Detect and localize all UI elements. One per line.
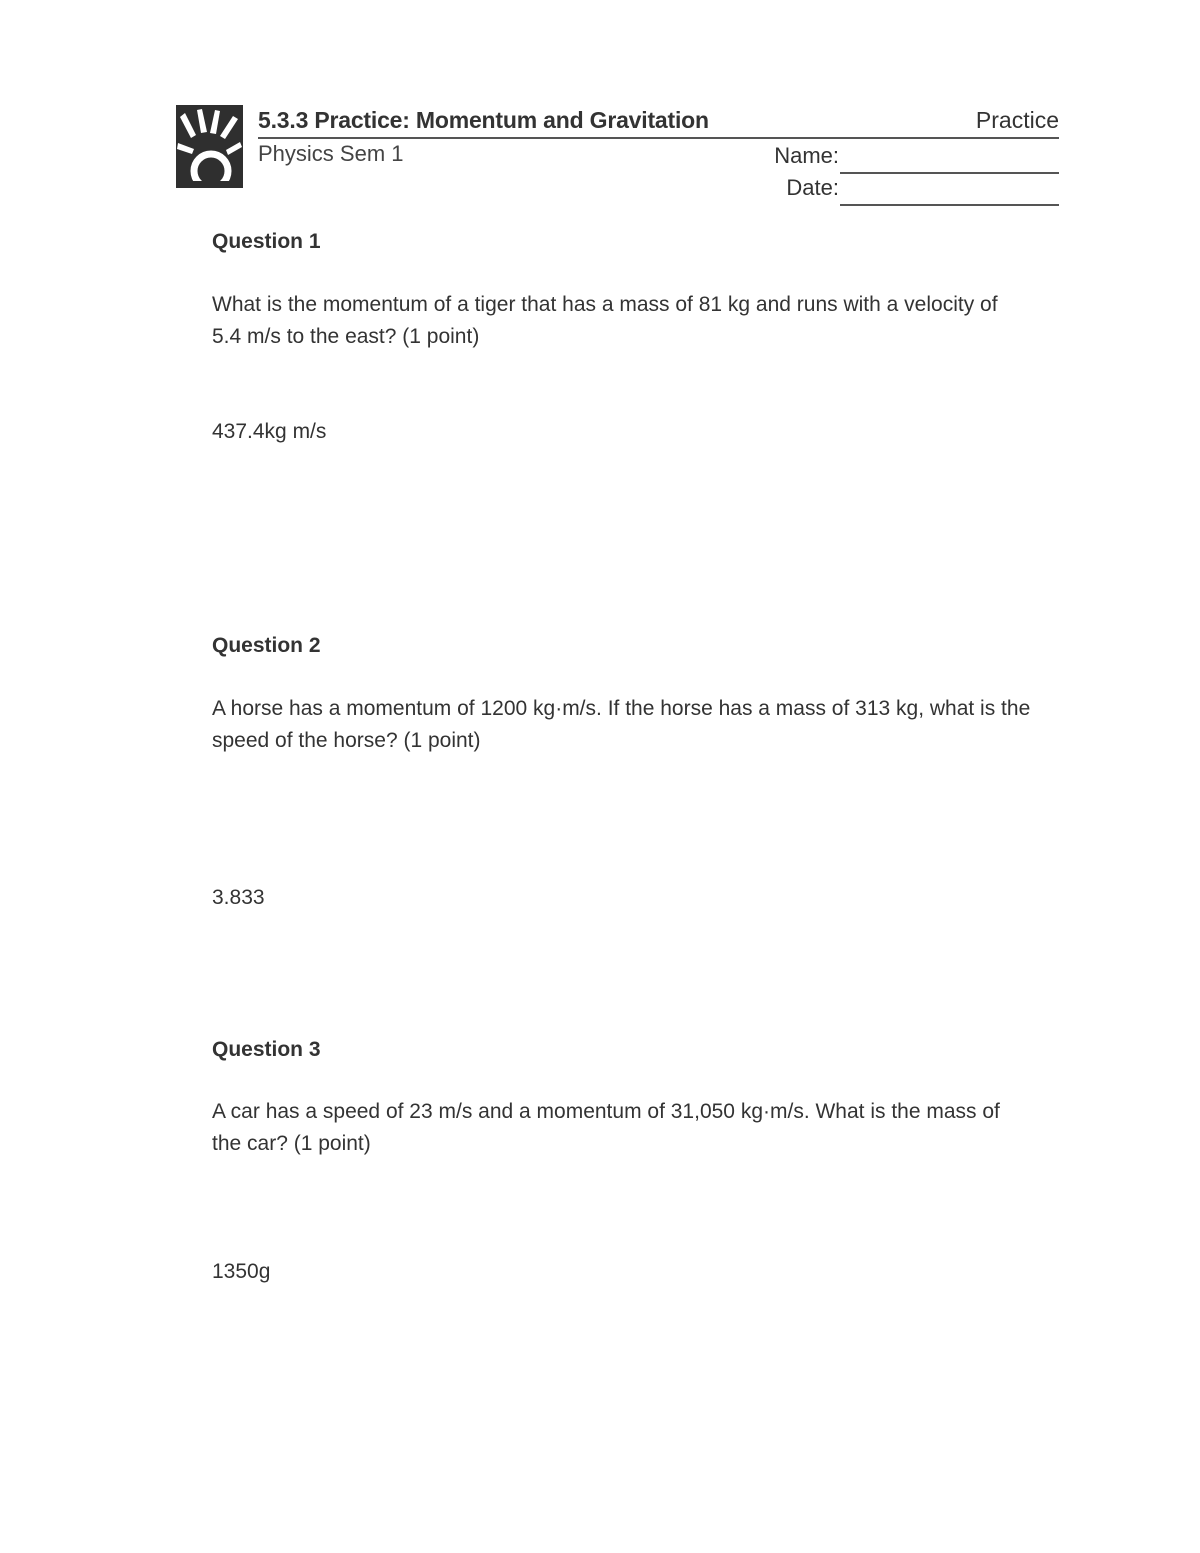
name-blank-line[interactable]	[840, 172, 1059, 174]
date-label: Date:	[786, 175, 839, 200]
course-name: Physics Sem 1	[258, 141, 404, 166]
header-divider	[258, 137, 1059, 139]
question-title: Question 3	[212, 1038, 321, 1061]
name-label: Name:	[774, 143, 839, 168]
question-answer: 437.4kg m/s	[212, 420, 327, 443]
question-1	[212, 227, 1032, 443]
date-blank-line[interactable]	[840, 204, 1059, 206]
question-2	[212, 631, 1032, 909]
question-text: A horse has a momentum of 1200 kg·m/s. If the horse has a mass of 313 kg, what is the speed of the horse? (1 point)	[212, 697, 1031, 752]
school-logo-icon	[176, 105, 243, 188]
document-title: 5.3.3 Practice: Momentum and Gravitation	[258, 107, 709, 133]
name-field[interactable]	[759, 143, 1059, 173]
question-title: Question 2	[212, 634, 321, 657]
document-type-label: Practice	[975, 107, 1059, 133]
question-title: Question 1	[212, 230, 321, 253]
question-text: A car has a speed of 23 m/s and a momentum of 31,050 kg·m/s. What is the mass of the car? (1 point)	[212, 1100, 1000, 1155]
date-field[interactable]	[759, 175, 1059, 205]
question-3	[212, 1035, 1032, 1283]
question-answer: 1350g	[212, 1260, 271, 1283]
question-answer: 3.833	[212, 886, 265, 909]
question-text: What is the momentum of a tiger that has a mass of 81 kg and runs with a velocity of 5.4 m/s to the east? (1 point)	[212, 293, 998, 348]
